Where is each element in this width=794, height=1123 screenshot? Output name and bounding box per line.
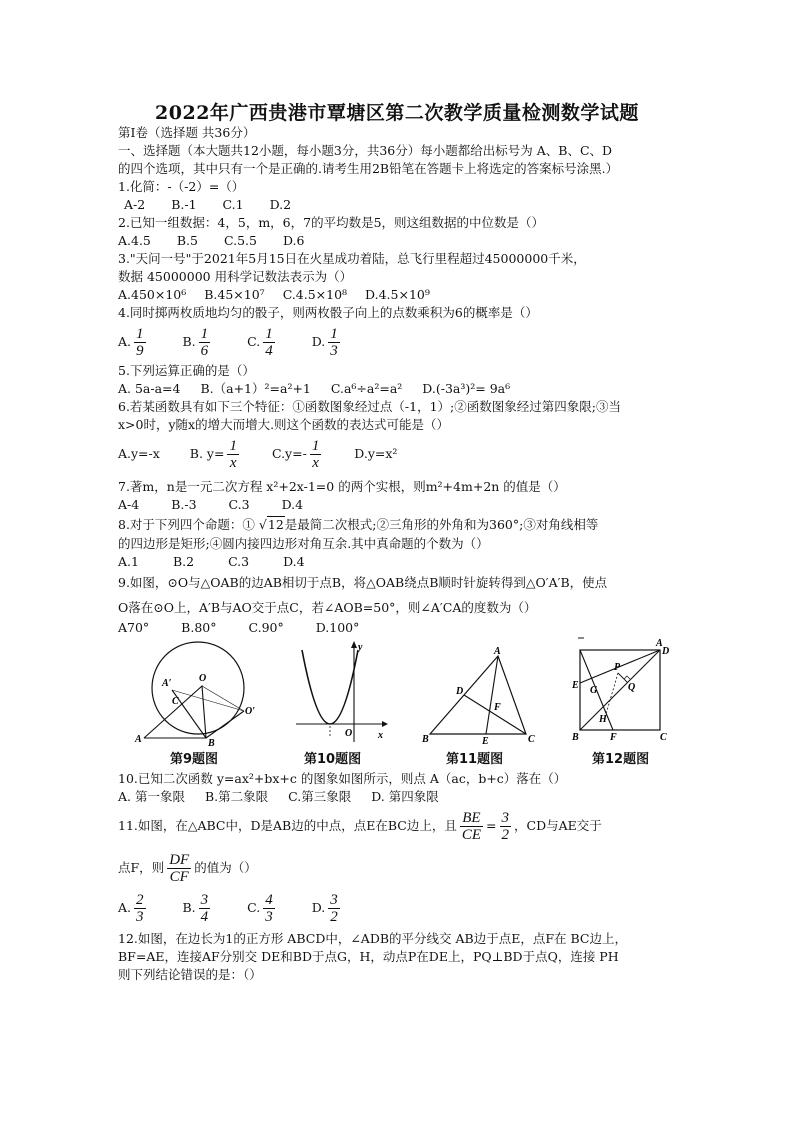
q11-options [118,890,365,926]
q1-option-c: C.1 [222,197,244,212]
q5-stem: 5.下列运算正确的是（） [118,363,255,378]
fig9-label-a-prime: A′ [162,678,172,689]
q9-stem-line-2: O落在⊙O上，A′B与AO交于点C，若∠AOB=50°，则∠A′CA的度数为（） [118,600,537,615]
q2-option-c: C.5.5 [223,233,257,248]
q5-option-a: A. 5a-a=4 [118,381,181,396]
q10-stem: 10.已知二次函数 y=ax²+bx+c 的图象如图所示，则点 A（ac，b+c）落在（） [118,771,567,786]
instructions-line-1: 一、选择题（本大题共12小题，每小题3分，共36分）每小题都给出标号为 A、B、C、D [118,143,613,158]
fig11-label-f: F [494,702,501,713]
q1-stem: 1.化简：-（-2）=（） [118,179,245,194]
q7-option-a: A-4 [118,497,140,512]
q5-options [118,380,532,398]
q4-options [118,324,365,360]
fig12-label-f: F [610,732,617,743]
q12-stem-line-1: 12.如图，在边长为1的正方形 ABCD中，∠ADB的平分线交 AB边于点E，点F在 BC边上， [118,931,627,946]
q9-option-c: C.90° [248,620,284,635]
q4-fraction-a: $\frac{1}{9}$ [136,326,144,359]
q2-option-d: D.6 [282,233,305,248]
q10-option-b: B.第二象限 [204,789,269,804]
q2-stem: 2.已知一组数据：4，5，m，6，7的平均数是5，则这组数据的中位数是（） [118,215,545,230]
q2-option-b: B.5 [176,233,198,248]
q11-fraction-be-ce: $\frac{BE}{CE}$ [461,810,482,843]
q11-option-c: C. $\frac{4}{3}$ [247,892,273,925]
fig12-label-q: Q [628,682,636,693]
q1-option-a: A-2 [124,197,146,212]
q4-option-a: A. $\frac{1}{9}$ [118,326,144,359]
q1-option-b: B.-1 [171,197,197,212]
instructions-line-2: 的四个选项，其中只有一个是正确的.请考生用2B铅笔在答题卡上将选定的答案标号涂黑.） [118,161,619,176]
q6-stem-line-2: x>0时，y随x的增大而增大.则这个函数的表达式可能是（） [118,417,450,432]
section-heading: 第Ⅰ卷（选择题 共36分） [118,125,256,140]
fig11-label-b: B [422,734,429,744]
fig12-label-p: P [614,662,621,673]
fig12-label-c: C [660,732,667,743]
fig9-label-o-prime: O′ [245,706,256,717]
q3-option-a: A.450×10⁶ [118,287,187,302]
q8-option-c: C.3 [228,554,250,569]
q5-option-c: C.a⁶÷a²=a² [330,381,403,396]
q12-stem-line-3: 则下列结论错误的是：（） [118,967,262,982]
figure-11-diagram [420,644,538,744]
fig9-label-c: C [172,696,179,707]
q5-option-d: D.(-3a³)²= 9a⁶ [422,381,511,396]
q9-option-a: A70° [118,620,150,635]
q2-option-a: A.4.5 [118,233,151,248]
q4-fraction-b: $\frac{1}{6}$ [200,326,209,359]
q3-option-d: D.4.5×10⁹ [365,287,430,302]
q11-option-d: D. $\frac{3}{2}$ [311,892,338,925]
fig12-label-d: D [662,646,670,657]
q7-stem: 7.著m，n是一元二次方程 x²+2x-1=0 的两个实根，则m²+4m+2n 的值是（） [118,479,566,494]
q3-stem-line-1: 3."天问一号"于2021年5月15日在火星成功着陆，总飞行里程超过45000000千米， [118,251,586,266]
fig12-label-b: B [572,732,579,743]
fig12-label-g: G [590,685,598,696]
fig9-label-a: A [135,734,142,745]
q3-options [118,286,444,304]
q8-stem-line-1: 8.对于下列四个命题：① √12是最简二次根式;②三角形的外角和为360°;③对角线相等 [118,517,599,532]
fig12-label-h: H [599,714,607,725]
exam-title: 2022年广西贵港市覃塘区第二次教学质量检测数学试题 [155,102,639,124]
q11-stem-line-1: 11.如图，在△ABC中，D是AB边的中点，点E在BC边上，且 $\frac{BE}{CE}$ = $\frac{3}{2}$ ，CD与AE交于 [118,810,602,843]
q6-option-d: D.y=x² [354,446,398,461]
figure-12-diagram [570,636,672,744]
q10-options [118,788,461,806]
fig11-label-d: D [456,686,464,697]
q2-options [118,232,326,250]
q7-options [118,496,325,514]
q8-radicand: 12 [267,517,284,532]
q8-options [118,553,327,571]
q4-option-d: D. $\frac{1}{3}$ [311,326,338,359]
q8-option-a: A.1 [118,554,139,569]
q9-option-b: B.80° [181,620,217,635]
fig11-label-c: C [528,734,535,744]
fig10-label-x: x [378,730,383,741]
q3-option-c: C.4.5×10⁸ [282,287,348,302]
q6-stem-line-1: 6.若某函数具有如下三个特征：①函数图象经过点（-1，1）;②函数图象经过第四象限;③当 [118,399,621,414]
q6-option-c: C.y=- $\frac{1}{x}$ [271,438,320,471]
q10-option-c: C.第三象限 [288,789,352,804]
q4-fraction-d: $\frac{1}{3}$ [330,326,338,359]
q4-option-c: C. $\frac{1}{4}$ [247,326,273,359]
q4-fraction-c: $\frac{1}{4}$ [265,326,273,359]
q10-option-d: D. 第四象限 [371,789,439,804]
q1-options [124,196,313,214]
q9-stem-line-1: 9.如图，⊙O与△OAB的边AB相切于点B，将△OAB绕点B顺时针旋转得到△O′A′B，使点 [118,575,608,590]
fig11-label-a: A [494,646,501,657]
fig11-label-e: E [482,736,489,744]
q10-option-a: A. 第一象限 [118,789,185,804]
q7-option-d: D.4 [281,497,304,512]
fig10-label-y: y [358,642,363,653]
figure-10-diagram [292,640,388,744]
q1-option-d: D.2 [269,197,292,212]
q6-options [118,436,419,472]
q8-option-d: D.4 [283,554,305,569]
q7-option-c: C.3 [228,497,250,512]
q3-stem-line-2: 数据 45000000 用科学记数法表示为（） [118,269,353,284]
q6-option-a: A.y=-x [118,446,160,461]
figure-9-diagram [132,638,264,746]
fig9-label-b: B [208,738,215,746]
fig10-label-o: O [345,728,353,739]
figure-12-caption: 第12题图 [592,752,650,767]
q11-option-a: A. $\frac{2}{3}$ [118,892,144,925]
q12-stem-line-2: BF=AE，连接AF分别交 DE和BD于点G，H，动点P在DE上，PQ⊥BD于点Q，连接 PH [118,949,619,964]
q5-option-b: B.（a+1）²=a²+1 [200,381,311,396]
q9-options [118,619,381,637]
q11-fraction-df-cf: $\frac{DF}{CF}$ [169,852,190,885]
fig12-label-a: A [656,638,663,649]
q6-option-b: B. y= $\frac{1}{x}$ [189,438,237,471]
fig12-label-e: E [572,680,579,691]
figure-11-caption: 第11题图 [446,752,504,767]
q7-option-b: B.-3 [171,497,197,512]
q11-stem-line-2: 点F，则 $\frac{DF}{CF}$ 的值为（） [118,852,257,885]
q4-stem: 4.同时掷两枚质地均匀的骰子，则两枚骰子向上的点数乘积为6的概率是（） [118,305,538,320]
fig9-label-o: O [199,673,207,684]
q8-option-b: B.2 [172,554,195,569]
q11-option-b: B. $\frac{3}{4}$ [182,892,209,925]
q11-fraction-3-2: $\frac{3}{2}$ [501,810,509,843]
q3-option-b: B.45×10⁷ [204,287,265,302]
q8-stem-line-2: 的四边形是矩形;④圆内接四边形对角互余.其中真命题的个数为（） [118,536,489,551]
figure-9-caption: 第9题图 [170,752,219,767]
q4-option-b: B. $\frac{1}{6}$ [182,326,209,359]
figure-10-caption: 第10题图 [304,752,362,767]
q9-option-d: D.100° [315,620,360,635]
